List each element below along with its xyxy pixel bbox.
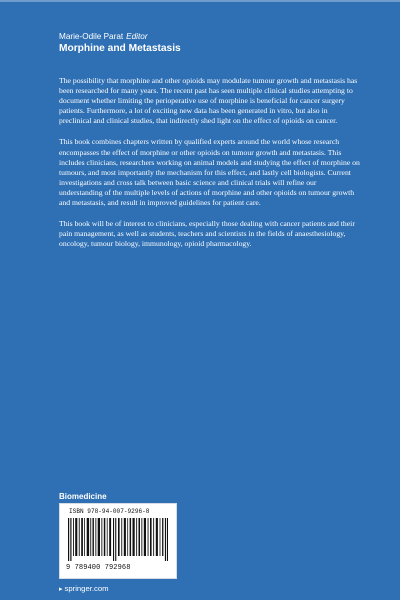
right-triangle-arrow-icon: ▸ [59, 586, 63, 593]
isbn-label: ISBN 978-94-007-9296-8 [69, 508, 150, 515]
editor-line [59, 32, 148, 41]
publisher-url[interactable] [59, 584, 109, 593]
book-description [59, 76, 361, 260]
isbn-barcode-panel [59, 503, 177, 579]
book-title: Morphine and Metastasis [59, 43, 181, 54]
description-paragraph-1: The possibility that morphine and other opioids may modulate tumour growth and metastasis has been researched for many years. The recent past has seen multiple clinical studies attempting to document whether limiting the perioperative use of morphine is beneficial for cancer surgery patients. Furthermore, a lot of exciting new data has been generated in vitro, but also in preclinical and clinical studies, that indirectly shed light on the effect of opioids on cancer. [59, 76, 358, 126]
description-paragraph-2: This book combines chapters written by qualified experts around the world whose research encompasses the effect of morphine or other opioids on tumour growth and metastasis. This includes clinicians, researchers working on animal models and studying the effect of morphine on tumours, and most importantly the mechanism for this effect, and lastly cell biologists. Current investigations and cross talk between basic science and clinical trials will refine our understanding of the multiple levels of actions of morphine and other opioids on tumour growth and metastasis, and result in improved guidelines for patient care. [59, 137, 360, 208]
publisher-url-text[interactable]: springer.com [64, 584, 109, 593]
description-paragraph-3: This book will be of interest to clinicians, especially those dealing with cancer patients and their pain management, as well as students, teachers and scientists in the fields of anaesthesiology, oncology, tumour biology, immunology, opioid pharmacology. [59, 219, 355, 249]
editor-role: Editor [126, 32, 148, 41]
top-rule [0, 0, 400, 2]
editor-name: Marie-Odile Parat [59, 32, 124, 41]
series-name: Biomedicine [59, 492, 107, 501]
barcode-graphic [68, 518, 168, 561]
barcode-number: 9 789400 792968 [66, 564, 131, 572]
